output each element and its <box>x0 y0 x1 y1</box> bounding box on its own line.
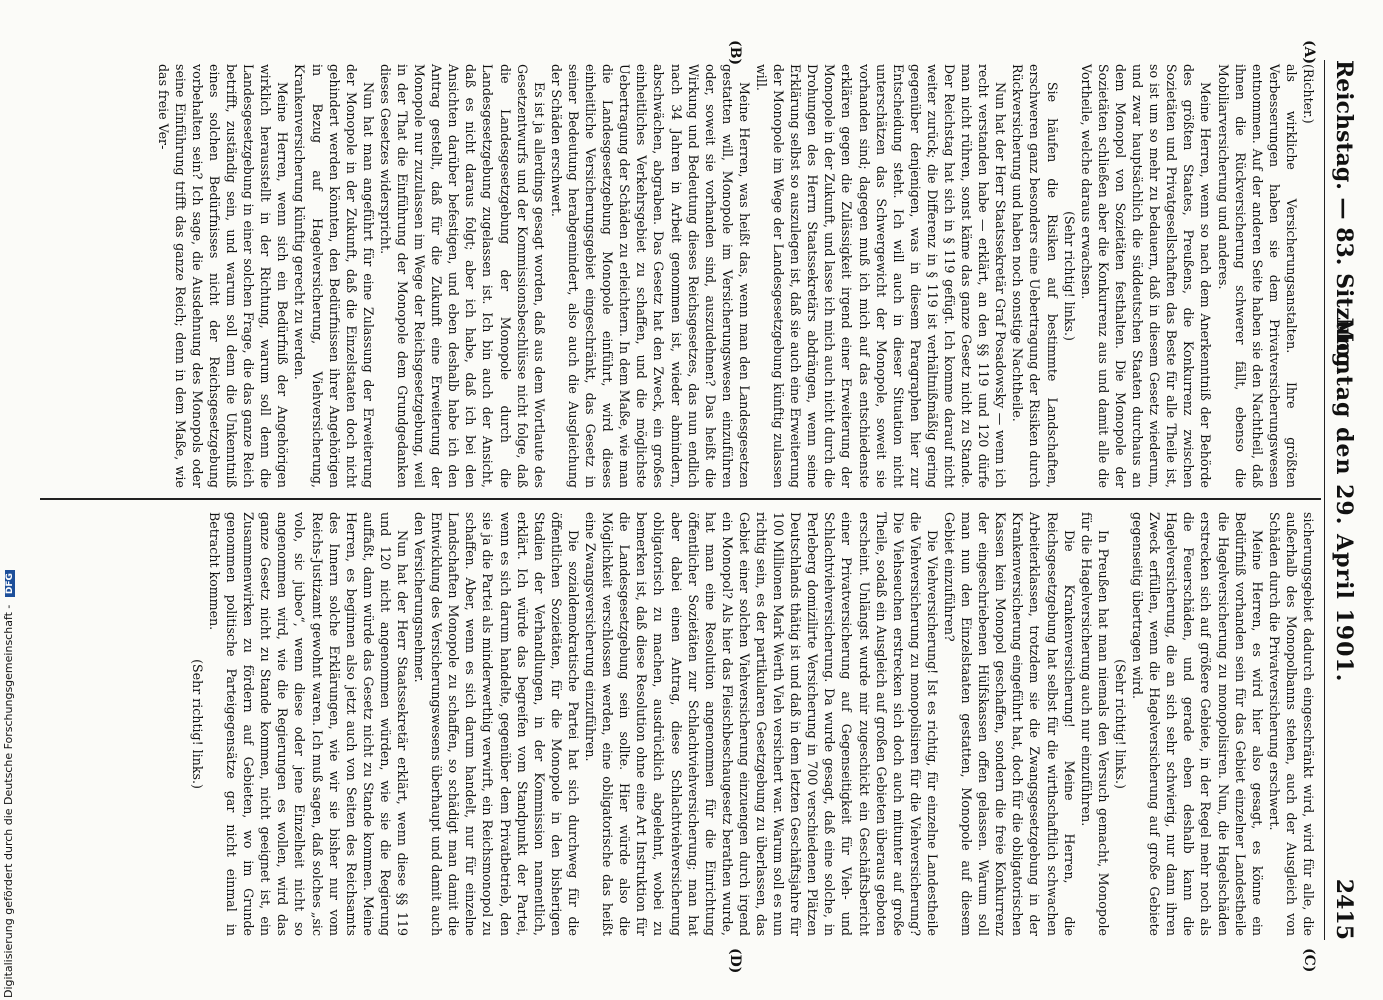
paragraph: (Richter.) <box>1301 64 1316 124</box>
paragraph: (Sehr richtig! links.) <box>189 659 205 789</box>
column-divider <box>40 498 1321 500</box>
running-title: Reichstag. — 83. Sitzung. <box>1331 60 1357 376</box>
paragraph: sicherungsgebiet dadurch eingeschränkt wird, wird für alle, die außerhalb des Monopolbanns stehen, auch der Ausgleich von Schäden durch die Privatversicherung erschwert. <box>1266 512 1316 936</box>
margin-marker-c: (C) <box>1301 948 1317 973</box>
paragraph: (Sehr richtig! links.) <box>1061 211 1077 341</box>
page-header <box>1331 60 1361 940</box>
paragraph: Meine Herren, wenn so nach dem Anerkenntniß der Behörde des größten Staates, Preußens, die Konkurrenz zwischen Sozietäten und Privatgesellschaften das Beste für alle Theile ist, so ist um so mehr zu bedauern, daß in diesem Gesetz wiederum, und zwar hauptsächlich die süddeutschen Staaten durchaus an dem Monopol von Sozietäten festhalten. Die Monopole der Sozietäten schließen aber die Konkurrenz aus und damit alle die Vortheile, welche daraus erwachsen. <box>1078 64 1214 488</box>
margin-marker-b: (B) <box>727 40 743 66</box>
paragraph: In Preußen hat man niemals den Versuch gemacht, Monopole für die Hagelversicherung auch nur einzuführen. <box>1078 512 1111 936</box>
paragraph: Die Krankenversicherung! Meine Herren, die Reichsgesetzgebung hat selbst für die wirthschaftlich schwachen Arbeiterklassen, trotzdem sie die Zwangsgesetzgebung in der Krankenversicherung eingeführt hat, doch für die obligatorischen Kassen kein Monopol geschaffen, sondern die freie Konkurrenz der eingeschriebenen Hülfskassen offen gelassen. Warum soll man nun den Einzelstaaten gestatten, Monopole auf diesem Gebiet einzuführen? <box>942 512 1077 936</box>
side-credit <box>0 0 20 1000</box>
page-number: 2415 <box>1331 878 1357 940</box>
paragraph: Meine Herren, wenn sich ein Bedürfniß der Angehörigen wirklich herausstellt in der Richtung, warum soll denn die Landesgesetzgebung in einer solchen Frage, die das ganze Reich betrifft, zuständig sein, und warum soll denn die Unkenntniß eines solchen Bedürfnisses nicht der Reichsgesetzgebung vorbehalten sein? Ich sage, die Ausdehnung des Monopols oder seine Einführung trifft das ganze Reich; denn in dem Maße, wie das freie Ver- <box>155 64 291 488</box>
session-date: Montag den 29. April 1901. <box>1331 317 1357 683</box>
paragraph: Meine Herren, was heißt das, wenn man den Landesgesetzen gestatten will, Monopole im Versicherungswesen einzuführen oder, soweit sie vorhanden sind, auszudehnen? Das heißt die Wirkung und Bedeutung dieses Reichsgesetzes, das nun endlich nach 34 Jahren in Arbeit genommen ist, wieder abmindern, abschwächen, abgraben. Das Gesetz hat den Zweck, ein großes einheitliches Verkehrsgebiet zu schaffen, und die möglichste Uebertragung der Schäden zu erleichtern. In dem Maße, wie man die Landesgesetzgebung Monopole einführt, wird dieses einheitliche Versicherungsgebiet eingeschränkt, das Gesetz in seiner Bedeutung herabgemindert, also auch die Ausgleichung der Schäden erschwert. <box>548 64 752 488</box>
paragraph: Meine Herren, es wird hier also gesagt, es könne ein Bedürfniß vorhanden sein für das Gebiet einzelner Landestheile die Hagelversicherung zu monopolisiren. Nun, die Hagelschäden erstrecken sich auf größere Gebiete, in der Regel mehr noch als die Feuerschäden, und gerade eben deshalb kann die Hagelversicherung, die an sich sehr schwierig, nur dann ihren Zweck erfüllen, wenn die Hagelversicherung auf große Gebiete gegenseitig übertragen wird. <box>1130 512 1265 936</box>
paragraph: Die Viehversicherung! Ist es richtig, für einzelne Landestheile die Viehversicherung zu monopolisiren für die Viehversicherung? Die Viehseuchen erstrecken sich doch auch mitunter auf große Theile, sodaß ein Ausgleich auf großen Gebieten überaus geboten erscheint. Unlängst wurde mir zugeschickt ein Geschäftsbericht einer Privatversicherung auf Gegenseitigkeit für Vieh- und Schlachtviehversicherung. Da wurde gesagt, daß eine solche, in Perleberg domizilirte Versicherung in 700 verschiedenen Plätzen Deutschlands thätig ist und daß in dem letzten Geschäftsjahre für 100 Millionen Mark Werth Vieh versichert war. Warum soll es nun richtig sein, es der partikularen Gesetzgebung zu überlassen, das Gebiet einer solchen Viehversicherung einzuengen durch irgend ein Monopol? Als hier das Fleischbeschaugesetz berathen wurde, hat man eine Resolution angenommen für die Einrichtung öffentlicher Sozietäten zur Schlachtviehversicherung; man hat aber dabei einen Antrag, diese Schlachtviehversicherung obligatorisch zu machen, ausdrücklich abgelehnt, wobei zu bemerken ist, daß diese Resolution ohne eine Art Instruktion für die Landesgesetzgebung sein sollte. Hier würde also die Möglichkeit verschlossen werden, eine obligatorische das heißt eine Zwangsversicherung einzuführen. <box>583 512 940 936</box>
dfg-logo: DFG <box>5 570 15 597</box>
paragraph: Es ist ja allerdings gesagt worden, daß aus dem Wortlaute des Gesetzentwurfs und der Kommissionsbeschlüsse nicht folge, daß die Landesgesetzgebung der Monopole durch die Landesgesetzgebung zugelassen ist. Ich bin auch der Ansicht, daß es nicht daraus folgt; aber ich habe, daß ich bei den Ansichten darüber befestigen, und eben deshalb habe ich den Antrag gestellt, daß für die Zukunft eine Erweiterung der Monopole nur zuzulassen im Wege der Reichsgesetzgebung, weil in der That die Einführung der Monopole dem Grundgedanken dieses Gesetzes widerspricht. <box>377 64 547 488</box>
paragraph: Nun hat der Herr Staatssekretär Graf Posadowsky — wenn ich recht verstanden habe — erklärt, an den §§ 119 und 120 dürfe man nicht rühren, sonst käme das ganze Gesetz nicht zu Stande. Der Reichstag hat sich in § 119 gefügt. Ich komme darauf nicht weiter zurück; die Differenz in § 119 ist verhältnißmäßig gering gegenüber denjenigen, was in diesem Paragraphen hier zur Entscheidung steht. Ich will auch in dieser Situation nicht unterschätzen das Schwergewicht der Monopole, soweit sie vorhanden sind; dagegen muß ich mich auf das entschiedenste erklären gegen die Zulässigkeit irgend einer Erweiterung der Monopole in der Zukunft, und lasse ich mich auch nicht durch die Drohungen des Herrn Staatssekretärs abdrängen, wenn seine Erklärung selbst so auszulegen ist, daß sie auch eine Erweiterung der Monopole im Wege der Landesgesetzgebung künftig zulassen will. <box>754 64 1009 488</box>
digitization-credit: Digitalisierung gefördert durch die Deutsche Forschungsgemeinschaft - <box>2 604 15 998</box>
paragraph: Sie häufen die Risiken auf bestimmte Landschaften, erschweren ganz besonders eine Uebertragung der Risiken durch Rückversicherung und haben noch sonstige Nachtheile. <box>1010 64 1060 488</box>
header-rule <box>1324 60 1325 940</box>
paragraph: (Sehr richtig! links.) <box>1112 659 1128 789</box>
left-column <box>155 64 1317 488</box>
paragraph: Nun hat man angeführt für eine Zulassung der Erweiterung der Monopole in der Zukunft, daß die Einzelstaaten doch nicht gehindert werden könnten, den Bedürfnissen ihrer Angehörigen in Bezug auf Hagelversicherung, Viehversicherung, Krankenversicherung künftig gerecht zu werden. <box>292 64 376 488</box>
margin-marker-d: (D) <box>727 948 743 974</box>
right-column <box>189 512 1317 936</box>
paragraph: Nun hat der Herr Staatssekretär erklärt, wenn diese §§ 119 und 120 nicht angenommen würden, wie sie die Regierung auffaßt, dann würde das Gesetz nicht zu Stande kommen. Meine Herren, es beginnen also jetzt auch von Seiten des Reichsamts des Innern solche Erklärungen, wie wir sie bisher nur vom Reichs-Justizamt gewohnt waren. Ich muß sagen, daß solches „sic volo, sic jubeo“, wenn diese oder jene Einzelheit nicht so angenommen wird, wie die Regierungen es wollen, wird das ganze Gesetz nicht zu Stande kommen, nicht geeignet ist, ein Zusammenwirken zu fördern auf Gebieten, wo im Grunde genommen politische Parteigegensätze gar nicht einmal in Betracht kommen. <box>207 512 411 936</box>
margin-marker-a: (A) <box>1301 40 1317 65</box>
paragraph: Die sozialdemokratische Partei hat sich durchweg für die öffentlichen Sozietäten, für die Monopole in den bisherigen Stadien der Verhandlungen, in der Kommission namentlich, erklärt. Ich würde das begreifen vom Standpunkt der Partei, wenn es sich darum handelte, gegenüber dem Privatbetrieb, den sie ja die Partei als minderwerthig verwirft, ein Reichsmonopol zu schaffen. Aber, wenn es sich darum handelt, nur für einzelne Landschaften Monopole zu schaffen, so schädigt man damit die Entwicklung des Versicherungswesens überhaupt und damit auch den Versicherungsnehmer. <box>412 512 581 936</box>
paragraph: als wirkliche Versicherungsanstalten. Ihre größten Verbesserungen haben sie dem Privatversicherungswesen entnommen. Auf der anderen Seite haben sie den Nachtheil, daß ihnen die Rückversicherung schwerer fällt, ebenso die Mobiliarversicherung und anderes. <box>1215 64 1299 488</box>
